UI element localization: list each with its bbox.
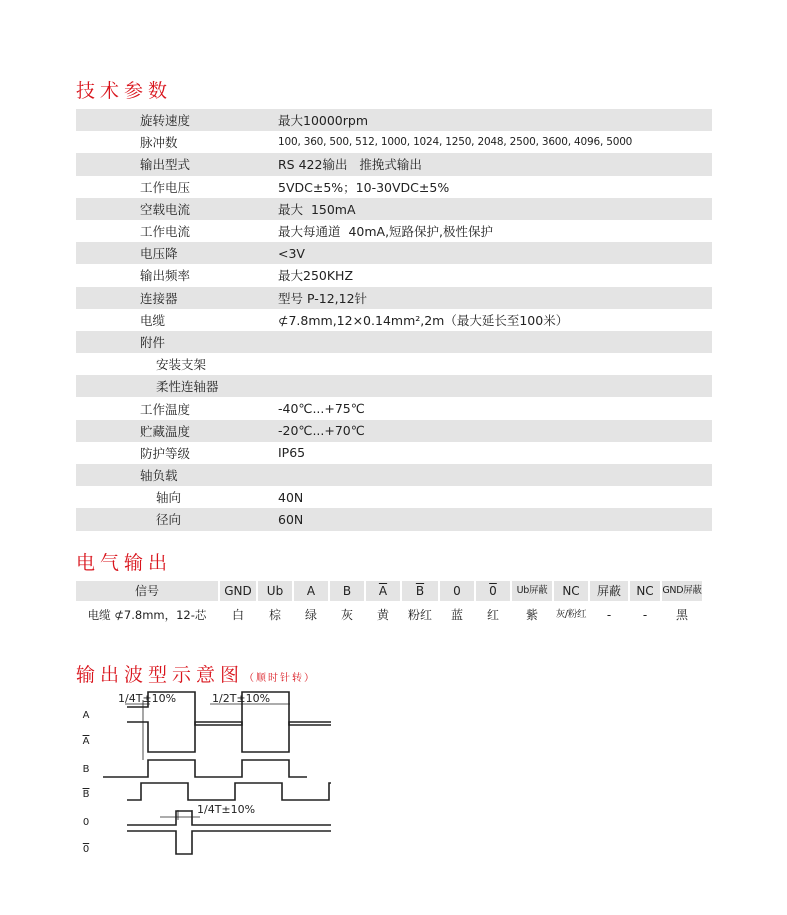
data-cell: - — [606, 608, 612, 622]
spec-row — [76, 198, 712, 220]
header-cell: 屏蔽 — [590, 581, 628, 601]
header-cell: $\overline{A}$ — [366, 581, 400, 601]
spec-value: ⊄7.8mm,12×0.14mm²,2m（最大延长至100米） — [278, 312, 569, 328]
data-cell: 蓝 — [450, 608, 463, 622]
spec-label: 安装支架 — [156, 357, 207, 373]
header-cell: Ub屏蔽 — [512, 581, 552, 601]
spec-value: 最大250KHZ — [278, 268, 354, 284]
waveform-a-bar — [127, 722, 331, 752]
spec-label: 轴负载 — [140, 468, 178, 484]
data-cell: 黑 — [675, 608, 688, 622]
spec-row — [76, 375, 712, 397]
spec-row — [76, 220, 712, 242]
spec-value: 最大每通道 40mA,短路保护,极性保护 — [278, 224, 494, 240]
spec-row — [76, 109, 712, 131]
spec-label: 附件 — [140, 334, 166, 350]
spec-value: 最大 150mA — [278, 201, 356, 217]
header-cell: NC — [630, 581, 660, 601]
spec-value: 型号 P-12,12针 — [278, 290, 368, 306]
spec-label: 贮藏温度 — [140, 423, 191, 439]
spec-row — [76, 309, 712, 331]
spec-row — [76, 353, 712, 375]
header-cell: NC — [554, 581, 588, 601]
spec-row — [76, 397, 712, 419]
waveform-diagram — [0, 680, 787, 880]
spec-row — [76, 131, 712, 153]
annotation-half: 1/2T±10% — [212, 692, 271, 705]
spec-value: IP65 — [278, 445, 306, 461]
waveform-b — [103, 760, 307, 777]
annotation-quarter-1: 1/4T±10% — [118, 692, 177, 705]
electrical-output-title: 电气输出 — [76, 552, 173, 574]
electrical-table — [76, 581, 712, 625]
spec-label: 工作电流 — [140, 224, 191, 240]
data-cell: 红 — [486, 608, 499, 622]
channel-label-b-bar: B — [82, 789, 90, 800]
channel-label-zero: 0 — [82, 817, 90, 828]
waveform-note: （顺时针转） — [244, 673, 317, 684]
spec-label: 柔性连轴器 — [156, 379, 219, 395]
waveform-b-bar — [127, 783, 331, 800]
spec-value: -20℃...+70℃ — [278, 423, 365, 439]
spec-value: 5VDC±5%；10-30VDC±5% — [278, 179, 450, 195]
spec-row — [76, 264, 712, 286]
spec-row — [76, 331, 712, 353]
header-cell: 信号 — [76, 581, 218, 601]
header-cell: 0 — [440, 581, 474, 601]
data-cell: 电缆 ⊄7.8mm，12-芯 — [87, 608, 207, 622]
header-cell: 0 — [476, 581, 510, 601]
channel-label-zero-bar: 0 — [82, 844, 90, 855]
tech-params-title: 技术参数 — [76, 80, 173, 102]
spec-label: 输出型式 — [140, 157, 191, 173]
spec-table — [76, 109, 712, 531]
spec-label: 空载电流 — [140, 201, 191, 217]
data-cell: - — [642, 608, 648, 622]
spec-row — [76, 486, 712, 508]
header-cell: GND — [220, 581, 256, 601]
spec-value: <3V — [278, 245, 305, 261]
spec-label: 轴向 — [156, 490, 182, 506]
spec-label: 旋转速度 — [140, 113, 191, 129]
data-cell: 白 — [231, 608, 244, 622]
spec-label: 工作温度 — [140, 401, 191, 417]
channel-label-a: A — [82, 710, 90, 721]
spec-row — [76, 442, 712, 464]
annotation-quarter-2: 1/4T±10% — [197, 803, 256, 816]
electrical-header-row — [76, 581, 712, 601]
data-cell: 紫 — [525, 608, 538, 622]
spec-label: 连接器 — [140, 290, 178, 306]
spec-value: 100, 360, 500, 512, 1000, 1024, 1250, 2048, 2500, 3600, 4096, 5000 — [278, 136, 633, 149]
waveform-zero-bar — [127, 831, 331, 854]
spec-value: 最大10000rpm — [278, 113, 369, 129]
spec-row — [76, 464, 712, 486]
channel-label-a-bar: A — [82, 736, 90, 747]
data-cell: 棕 — [268, 608, 281, 622]
spec-row — [76, 420, 712, 442]
data-cell: 灰/粉红 — [555, 609, 587, 620]
header-cell: Ub — [258, 581, 292, 601]
data-cell: 粉红 — [407, 608, 432, 622]
spec-label: 电缆 — [140, 312, 166, 328]
spec-label: 电压降 — [140, 246, 178, 262]
spec-label: 径向 — [156, 512, 182, 528]
spec-value: RS 422输出 推挽式输出 — [278, 157, 422, 173]
spec-row — [76, 508, 712, 530]
spec-value: 60N — [278, 511, 304, 527]
spec-label: 防护等级 — [140, 445, 191, 461]
data-cell: 绿 — [304, 608, 317, 622]
spec-row — [76, 287, 712, 309]
waveform-title: 输出波型示意图（顺时针转） — [76, 664, 317, 686]
header-cell: $\overline{B}$ — [402, 581, 438, 601]
spec-label: 输出频率 — [140, 268, 191, 284]
data-cell: 黄 — [376, 608, 389, 622]
spec-row — [76, 242, 712, 264]
electrical-data-row — [76, 605, 712, 625]
header-cell: A — [294, 581, 328, 601]
data-cell: 灰 — [340, 608, 353, 622]
spec-value: -40℃...+75℃ — [278, 401, 365, 417]
spec-row — [76, 153, 712, 175]
header-cell: B — [330, 581, 364, 601]
spec-label: 工作电压 — [140, 179, 191, 195]
spec-label: 脉冲数 — [140, 135, 178, 151]
spec-value: 40N — [278, 489, 304, 505]
spec-row — [76, 176, 712, 198]
channel-label-b: B — [82, 764, 90, 775]
header-cell: GND屏蔽 — [662, 581, 702, 601]
